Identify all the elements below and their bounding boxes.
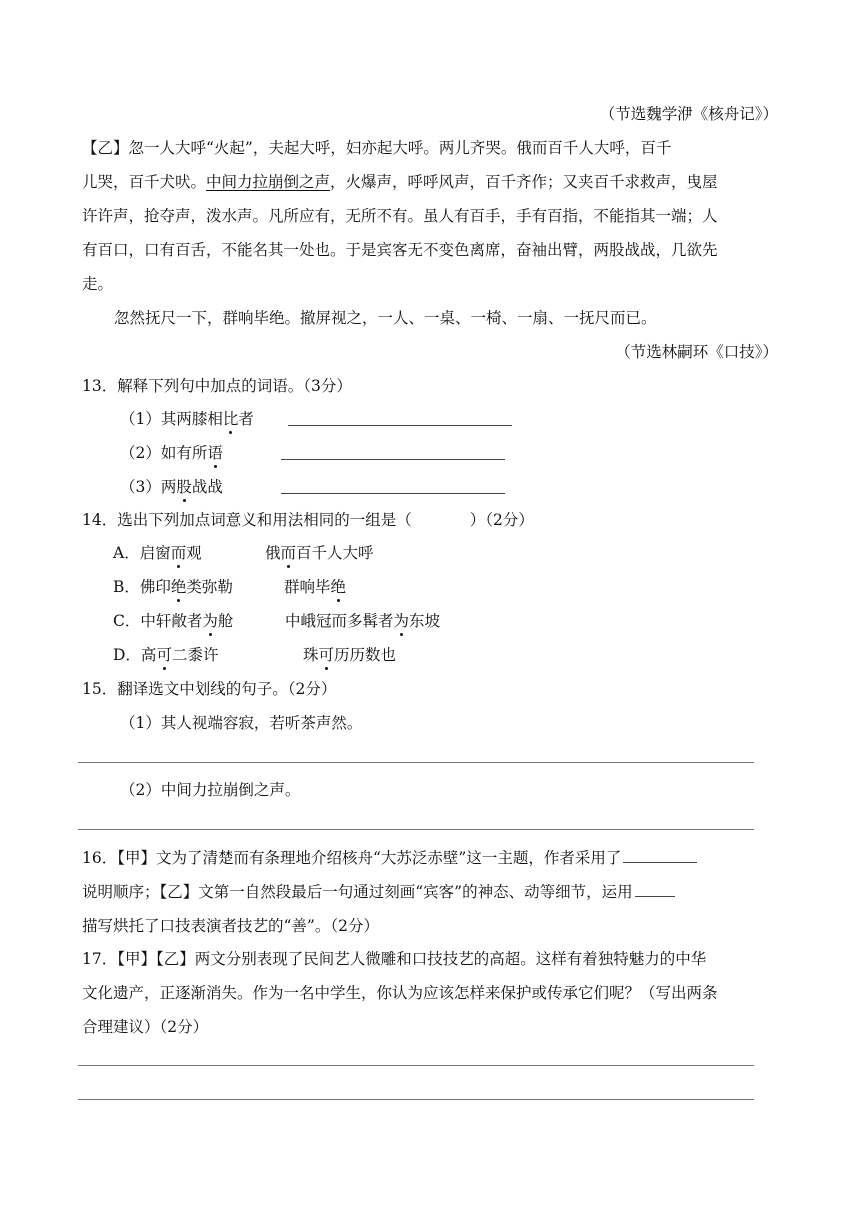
question-13-item-3: （3）两股战战 [120,478,223,496]
question-17-line-1: 17．【甲】【乙】两文分别表现了民间艺人微雕和口技技艺的高超。这样有着独特魅力的中华 [82,950,707,968]
answer-blank-16-2[interactable] [635,882,675,897]
question-13-item-1: （1）其两膝相比者 [120,410,254,428]
passage-line: 忽然抚尺一下，群响毕绝。撤屏视之，一人、一桌、一椅、一扇、一抚尺而已。 [114,309,657,327]
question-13-title: 13．解释下列句中加点的词语。（3分） [82,377,352,395]
question-17-line-3: 合理建议）（2分） [82,1018,209,1036]
answer-blank-13-3[interactable] [281,477,505,494]
option-d[interactable]: D．高可二黍许 [113,646,219,664]
question-15-title: 15．翻译选文中划线的句子。（2分） [82,680,337,698]
answer-line[interactable] [78,762,754,763]
option-c[interactable]: C．中轩敞者为舱 [113,612,234,630]
question-15-sentence-1: （1）其人视端容寂，若听茶声然。 [120,714,363,732]
passage-line: 有百口，口有百舌，不能名其一处也。于是宾客无不变色离席，奋袖出臂，两股战战，几欲先 [82,241,718,259]
answer-blank-16-1[interactable] [623,848,697,863]
question-16-line-1: 16．【甲】文为了清楚而有条理地介绍核舟“大苏泛赤壁”这一主题，作者采用了 [82,848,697,868]
question-17-line-2: 文化遗产，正逐渐消失。作为一名中学生，你认为应该怎样来保护或传承它们呢？（写出两条 [82,984,718,1002]
option-a-compare: 俄而百千人大呼 [265,544,374,562]
option-b-compare: 群响毕绝 [284,578,347,596]
question-15-sentence-2: （2）中间力拉崩倒之声。 [120,781,301,799]
option-c-compare: 中峨冠而多髯者为东坡 [285,612,441,630]
answer-line[interactable] [78,829,754,830]
answer-line[interactable] [78,1065,754,1066]
option-b[interactable]: B．佛印绝类弥勒 [113,578,233,596]
answer-blank-13-1[interactable] [288,409,512,426]
source-citation-a: （节选魏学洢《核舟记》） [599,105,778,123]
underlined-sentence: 中间力拉崩倒之声 [206,173,331,191]
source-citation-b: （节选林嗣环《口技》） [615,343,778,361]
question-16-line-2: 说明顺序；【乙】文第一自然段最后一句通过刻画“宾客”的神态、动等细节，运用 [82,882,675,902]
option-d-compare: 珠可历历数也 [303,646,397,664]
passage-line: 走。 [82,275,114,293]
answer-line[interactable] [78,1099,754,1100]
passage-line: 儿哭，百千犬吠。中间力拉崩倒之声，火爆声，呼呼风声，百千齐作；又夹百千求救声，曳屋 [82,173,718,191]
question-16-line-3: 描写烘托了口技表演者技艺的“善”。（2分） [82,917,379,935]
option-a[interactable]: A．启窗而观 [113,544,202,562]
passage-line: 【乙】忽一人大呼“火起”，夫起大呼，妇亦起大呼。两儿齐哭。俄而百千人大呼，百千 [82,139,672,157]
question-13-item-2: （2）如有所语 [120,444,223,462]
answer-blank-13-2[interactable] [281,443,505,460]
passage-line: 许许声，抢夺声，泼水声。凡所应有，无所不有。虽人有百手，手有百指，不能指其一端；人 [82,207,718,225]
question-14-title: 14．选出下列加点词意义和用法相同的一组是（ ）（2分） [82,511,534,529]
